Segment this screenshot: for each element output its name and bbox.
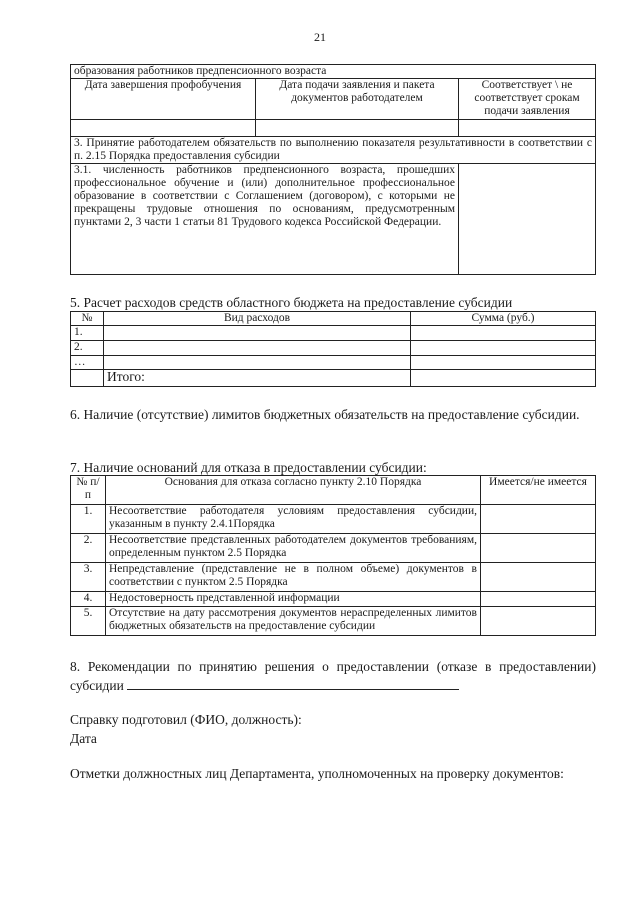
ground-row-text: Недостоверность представленной информации [106, 592, 481, 607]
table-training-dates [70, 64, 596, 275]
expense-row-num: … [71, 356, 104, 370]
header-training-end-date: Дата завершения профобучения [71, 79, 256, 120]
ground-row-num: 5. [71, 607, 106, 636]
expense-row-type [104, 341, 411, 356]
expense-row-type [104, 356, 411, 370]
header-amount: Сумма (руб.) [411, 312, 596, 326]
table-refusal-grounds [70, 475, 596, 636]
expense-row-num: 1. [71, 326, 104, 341]
expense-row-amount [411, 341, 596, 356]
page-number: 21 [314, 30, 326, 44]
header-presence: Имеется/не имеется [481, 476, 596, 505]
ground-row-text: Несоответствие представленных работодателем документов требованиям, определенным пунктом 2.5 Порядка [106, 534, 481, 563]
header-num: № [71, 312, 104, 326]
ground-row-num: 3. [71, 563, 106, 592]
ground-row-num: 4. [71, 592, 106, 607]
table1-caption: образования работников предпенсионного возраста [71, 65, 596, 79]
total-label: Итого: [104, 370, 411, 387]
ground-row-text: Несоответствие работодателя условиям предоставления субсидии, указанным в пункту 2.4.1Порядка [106, 505, 481, 534]
ground-row-num: 1. [71, 505, 106, 534]
officials-marks: Отметки должностных лиц Департамента, уполномоченных на проверку документов: [70, 766, 564, 781]
section5-title: 5. Расчет расходов средств областного бюджета на предоставление субсидии [70, 295, 513, 310]
header-application-date: Дата подачи заявления и пакета документов работодателем [256, 79, 459, 120]
recommendation-line [127, 676, 459, 690]
ground-row-value [481, 505, 596, 534]
ground-row-value [481, 534, 596, 563]
ground-row-text: Отсутствие на дату рассмотрения документов нераспределенных лимитов бюджетных обязательств на предоставление субсидии [106, 607, 481, 636]
table-expenses [70, 311, 596, 387]
section3-heading: 3. Принятие работодателем обязательств по выполнению показателя результативности в соответствии с п. 2.15 Порядка предоставления субсидии [71, 137, 596, 164]
header-expense-type: Вид расходов [104, 312, 411, 326]
total-amount [411, 370, 596, 387]
prepared-by-label: Справку подготовил (ФИО, должность): [70, 712, 302, 727]
ground-row-value [481, 607, 596, 636]
header-grounds: Основания для отказа согласно пункту 2.10 Порядка [106, 476, 481, 505]
total-row-num [71, 370, 104, 387]
expense-row-amount [411, 326, 596, 341]
ground-row-text: Непредставление (представление не в полном объеме) документов в соответствии с пунктом 2.5 Порядка [106, 563, 481, 592]
section7-title: 7. Наличие оснований для отказа в предоставлении субсидии: [70, 460, 427, 475]
date-label: Дата [70, 731, 97, 746]
section8 [70, 658, 596, 695]
ground-row-num: 2. [71, 534, 106, 563]
section8-text: 8. Рекомендации по принятию решения о предоставлении (отказе в предоставлении) субсидии [70, 659, 596, 693]
expense-row-num: 2. [71, 341, 104, 356]
header-num: № п/п [71, 476, 106, 505]
cell-training-end-date [71, 120, 256, 137]
section6-text: 6. Наличие (отсутствие) лимитов бюджетных обязательств на предоставление субсидии. [70, 407, 580, 422]
ground-row-value [481, 563, 596, 592]
header-deadline-compliance: Соответствует \ не соответствует срокам подачи заявления [459, 79, 596, 120]
item-3-1-value [459, 164, 596, 275]
cell-deadline-compliance [459, 120, 596, 137]
expense-row-type [104, 326, 411, 341]
cell-application-date [256, 120, 459, 137]
item-3-1-text: 3.1. численность работников предпенсионного возраста, прошедших профессиональное обучение и (или) дополнительное профессиональное образование в соответствии с Соглашением (договором), с которыми не прекращены трудовые отношения по основаниям, предусмотренным пунктами 2, 3 части 1 статьи 81 Трудового кодекса Российской Федерации. [71, 164, 459, 275]
ground-row-value [481, 592, 596, 607]
expense-row-amount [411, 356, 596, 370]
